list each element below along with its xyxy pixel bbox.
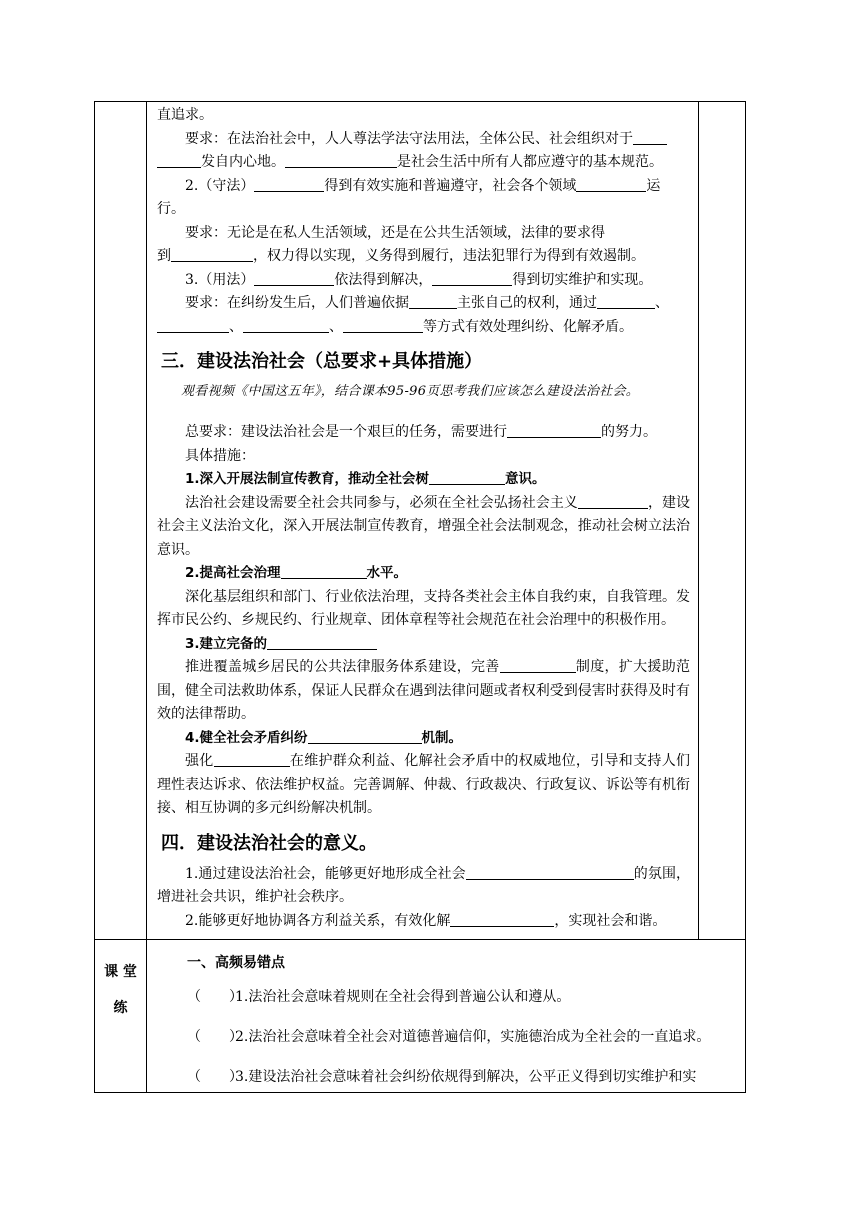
text: 2.（守法）	[185, 177, 255, 194]
fill-blank[interactable]	[243, 317, 329, 333]
fill-blank[interactable]	[507, 422, 601, 438]
text: 4.健全社会矛盾纠纷	[185, 729, 308, 746]
content-row	[95, 102, 746, 940]
answer-parentheses[interactable]: （ ）	[187, 1069, 243, 1085]
text-line	[157, 128, 690, 152]
question-text: 2.法治社会意味着全社会对道德普遍信仰，实施德治成为全社会的一直追求。	[235, 1029, 711, 1045]
question-text: 1.法治社会意味着规则在全社会得到普遍公认和遵从。	[235, 989, 571, 1005]
text: 在维护群众利益、化解社会矛盾中的权威地位，引导和支持人们理性表达诉求、依法维护权益。完善调解、仲裁、行政裁决、行政复议、诉讼等有机衔接、相互协调的多元纠纷解决机制。	[157, 753, 691, 816]
practice-title: 一、高频易错点	[187, 955, 285, 971]
text: 要求：无论是在私人生活领域，还是在公共生活领域，法律的要求得	[185, 224, 605, 241]
text-line	[157, 421, 690, 445]
fill-blank[interactable]	[576, 176, 646, 192]
text: 总要求：建设法治社会是一个艰巨的任务，需要进行	[185, 424, 507, 440]
text: 要求：在法治社会中，人人尊法学法守法用法，全体公民、社会组织对于	[185, 130, 633, 147]
text-line	[157, 104, 690, 128]
text: 强化	[185, 753, 214, 769]
fill-blank[interactable]	[597, 293, 655, 309]
text: 主张自己的权利，通过	[457, 295, 597, 311]
video-note: 观看视频《中国这五年》，结合课本95-96页思考我们应该怎么建设法治社会。	[181, 384, 640, 399]
text: 1.通过建设法治社会，能够更好地形成全社会	[185, 865, 466, 882]
text: 要求：在纠纷发生后，人们普遍依据	[185, 295, 409, 311]
text-line	[157, 245, 690, 269]
text-line	[157, 198, 690, 222]
text: 推进覆盖城乡居民的公共法律服务体系建设，完善	[185, 659, 500, 675]
text: 运	[646, 177, 661, 194]
text: 水平。	[366, 565, 408, 581]
fill-blank[interactable]	[466, 864, 634, 880]
paragraph	[157, 750, 690, 821]
fill-blank[interactable]	[429, 469, 505, 485]
text: 的努力。	[601, 424, 657, 440]
question-item	[187, 1026, 745, 1048]
fill-blank[interactable]	[308, 728, 422, 744]
text-line	[157, 292, 690, 316]
paragraph	[157, 910, 690, 934]
fill-blank[interactable]	[409, 293, 457, 309]
text: 3.（用法）	[185, 271, 255, 288]
text-line	[157, 316, 690, 340]
fill-blank[interactable]	[343, 317, 423, 333]
label-text: 练	[113, 1000, 128, 1016]
text: 3.建立完备的	[185, 635, 268, 652]
text: ，建设社会主义法治文化，深入开展法制宣传教育，增强全社会法制观念，推动社会树立法治意识。	[157, 494, 691, 558]
left-empty-cell	[95, 102, 147, 940]
label-text: 课 堂	[104, 964, 137, 980]
text: 具体措施：	[185, 447, 255, 464]
text: 直追求。	[157, 107, 213, 123]
text: 法治社会建设需要全社会共同参与，必须在全社会弘扬社会主义	[185, 494, 578, 511]
text-line	[157, 175, 690, 199]
text: 、	[329, 318, 343, 335]
fill-blank[interactable]	[432, 270, 512, 286]
paragraph	[157, 863, 690, 910]
text: 意识。	[505, 471, 546, 487]
text: 发自内心地。	[201, 154, 285, 170]
fill-blank[interactable]	[633, 129, 667, 145]
text: 到	[157, 248, 171, 264]
fill-blank[interactable]	[285, 152, 397, 168]
fill-blank[interactable]	[267, 634, 377, 650]
fill-blank[interactable]	[450, 911, 554, 927]
fill-blank[interactable]	[500, 657, 576, 673]
text: 等方式有效处理纠纷、化解矛盾。	[423, 318, 633, 335]
text: ，实现社会和谐。	[554, 912, 667, 929]
text-line	[157, 445, 690, 469]
measure-heading	[157, 727, 690, 751]
paragraph: 深化基层组织和部门、行业依法治理，支持各类社会主体自我约束，自我管理。发挥市民公约、乡规民约、行业规章、团体章程等社会规范在社会治理中的积极作用。	[157, 588, 690, 628]
measure-heading	[157, 468, 690, 492]
text: 2.能够更好地协调各方利益关系，有效化解	[185, 912, 451, 929]
spacer	[157, 403, 690, 421]
lesson-plan-table	[94, 101, 746, 1093]
fill-blank[interactable]	[171, 246, 253, 262]
text: 是社会生活中所有人都应遵守的基本规范。	[397, 154, 663, 170]
answer-parentheses[interactable]: （ ）	[187, 1029, 243, 1045]
fill-blank[interactable]	[157, 152, 201, 168]
text-line	[157, 269, 690, 293]
text-line	[157, 222, 690, 246]
text: 1.深入开展法制宣传教育，推动全社会树	[185, 471, 430, 487]
fill-blank[interactable]	[281, 563, 367, 579]
text: 、	[229, 318, 243, 335]
text: ，权力得以实现，义务得到履行，违法犯罪行为得到有效遏制。	[253, 248, 645, 264]
answer-parentheses[interactable]: （ ）	[187, 989, 243, 1005]
section-heading: 三．建设法治社会（总要求+具体措施）	[161, 351, 483, 372]
question-text: 3.建设法治社会意味着社会纠纷依规得到解决，公平正义得到切实维护和实	[235, 1069, 697, 1085]
text: 得到有效实施和普遍遵守，社会各个领域	[324, 177, 577, 194]
paragraph	[157, 656, 690, 727]
text: 2.提高社会治理	[185, 565, 281, 581]
question-item	[187, 986, 745, 1008]
text: 的氛围，增进社会共识，维护社会秩序。	[157, 865, 691, 905]
fill-blank[interactable]	[254, 176, 324, 192]
fill-blank[interactable]	[214, 751, 290, 767]
measure-heading	[157, 633, 690, 657]
text-line	[157, 151, 690, 175]
main-content-cell	[147, 102, 699, 940]
section-heading: 四．建设法治社会的意义。	[161, 832, 377, 854]
fill-blank[interactable]	[157, 317, 229, 333]
practice-label	[95, 940, 147, 1093]
fill-blank[interactable]	[578, 493, 648, 509]
text: 依法得到解决，	[334, 271, 433, 288]
text: 机制。	[421, 729, 463, 746]
paragraph	[157, 492, 690, 563]
fill-blank[interactable]	[254, 270, 334, 286]
text: 、	[655, 295, 669, 311]
question-item	[187, 1066, 745, 1088]
text: 行。	[157, 201, 185, 217]
text: 得到切实维护和实现。	[512, 271, 653, 288]
text: 制度，扩大援助范围，健全司法救助体系，保证人民群众在遇到法律问题或者权利受到侵害时获得及时有效的法律帮助。	[157, 659, 691, 722]
practice-row	[95, 940, 746, 1093]
measure-heading	[157, 562, 690, 586]
right-empty-cell	[699, 102, 746, 940]
practice-cell	[147, 940, 746, 1093]
